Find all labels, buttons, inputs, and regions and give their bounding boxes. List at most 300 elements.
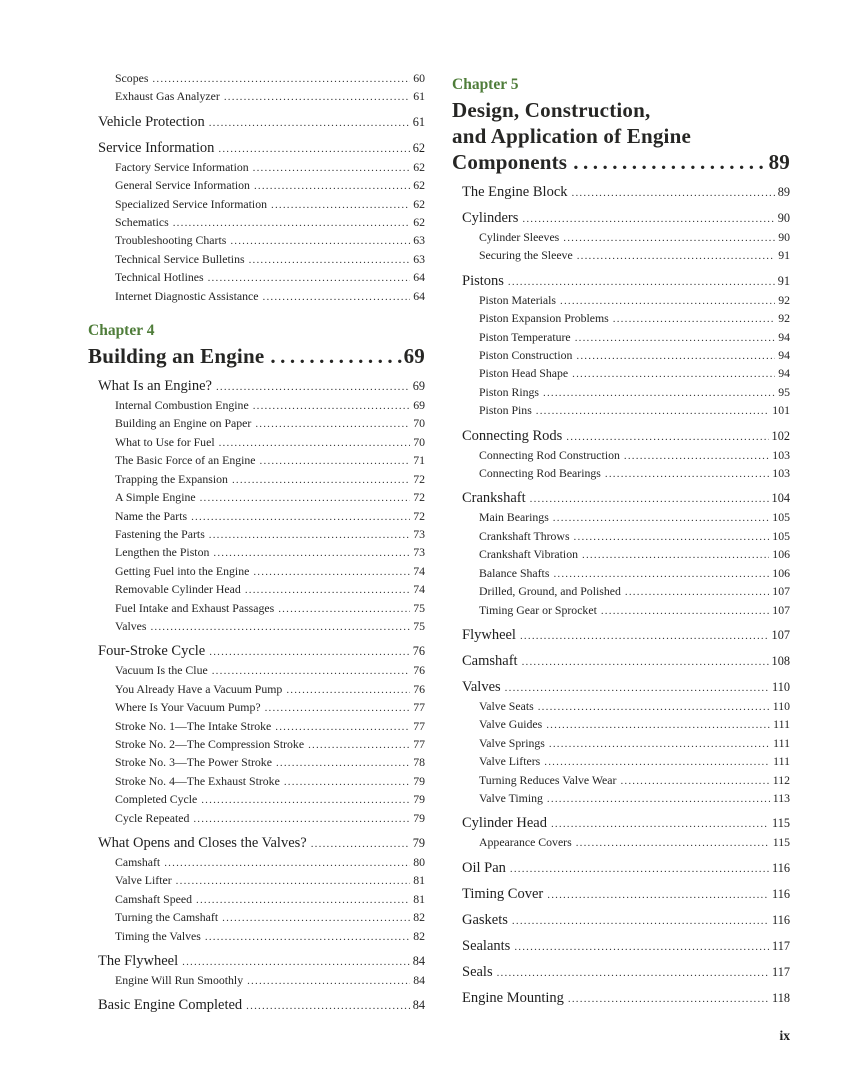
toc-entry-sub [88, 754, 425, 772]
toc-entry-page-number: 72 [413, 490, 425, 505]
toc-entry-page-number: 113 [772, 790, 790, 805]
dot-leader [271, 196, 410, 214]
toc-entry-title: Main Bearings [479, 510, 549, 525]
toc-entry-sub [88, 909, 425, 927]
toc-entry-sub [88, 508, 425, 526]
toc-entry-main [452, 651, 790, 672]
dot-leader [574, 528, 770, 546]
toc-entry-title: Connecting Rod Bearings [479, 466, 601, 481]
toc-entry-sub [452, 528, 790, 546]
toc-entry-main [452, 271, 790, 292]
toc-entry-page-number: 110 [772, 679, 790, 694]
dot-leader [249, 251, 411, 269]
toc-entry-title: Cylinders [462, 210, 519, 226]
toc-entry-page-number: 116 [772, 912, 790, 927]
dot-leader [218, 138, 409, 159]
toc-entry-page-number: 81 [413, 891, 425, 906]
toc-entry-title: Timing Cover [462, 885, 544, 902]
chapter-title [88, 343, 425, 369]
toc-entry-sub [452, 834, 790, 852]
toc-entry-main [452, 625, 790, 646]
toc-entry-title: Piston Temperature [479, 329, 571, 344]
dot-leader [560, 292, 775, 310]
toc-entry-title: Piston Expansion Problems [479, 311, 609, 326]
toc-entry-page-number: 92 [778, 292, 790, 307]
dot-leader [193, 810, 410, 828]
toc-entry-title: Piston Construction [479, 348, 573, 363]
toc-entry-sub [452, 509, 790, 527]
toc-entry-main [452, 962, 790, 983]
toc-entry-page-number: 103 [772, 447, 790, 462]
dot-leader [308, 736, 410, 754]
chapter-title [452, 97, 790, 175]
toc-entry-main [88, 376, 425, 397]
toc-entry-title: Technical Service Bulletins [115, 251, 245, 266]
toc-entry-main [452, 182, 790, 203]
dot-leader [575, 329, 776, 347]
dot-leader [255, 415, 410, 433]
toc-entry-title: The Flywheel [98, 953, 179, 970]
chapter-label: Chapter 5 [452, 76, 519, 93]
toc-entry-title: Lengthen the Piston [115, 545, 210, 560]
dot-leader [563, 229, 775, 247]
toc-entry-title: Schematics [115, 215, 169, 230]
toc-entry-page-number: 77 [413, 736, 425, 751]
dot-leader [568, 988, 769, 1009]
toc-entry-title: Four-Stroke Cycle [98, 643, 206, 660]
dot-leader [547, 884, 769, 905]
toc-entry-title: Valve Seats [479, 698, 534, 713]
dot-leader [284, 773, 410, 791]
toc-entry-sub [88, 526, 425, 544]
dot-leader [173, 214, 410, 232]
toc-entry-sub [88, 251, 425, 269]
dot-leader [216, 376, 410, 397]
toc-entry-title: Building an Engine on Paper [115, 416, 252, 431]
dot-leader [152, 70, 410, 88]
dot-leader [245, 581, 410, 599]
toc-entry-title: Valve Lifters [479, 754, 541, 769]
toc-entry-title: Getting Fuel into the Engine [115, 563, 250, 578]
toc-entry-sub [88, 544, 425, 562]
dot-leader [150, 618, 410, 636]
toc-entry-sub [88, 662, 425, 680]
toc-entry-sub [88, 177, 425, 195]
toc-entry-title: Connecting Rods [462, 427, 563, 444]
dot-leader [253, 563, 410, 581]
toc-entry-main [452, 813, 790, 834]
toc-entry-title: A Simple Engine [115, 490, 196, 505]
toc-entry-sub [88, 88, 425, 106]
toc-entry-title: Drilled, Ground, and Polished [479, 584, 621, 599]
toc-entry-sub [88, 791, 425, 809]
toc-entry-title: Basic Engine Completed [98, 997, 243, 1014]
dot-leader [260, 452, 411, 470]
toc-entry-title: Timing Gear or Sprocket [479, 602, 597, 617]
toc-entry-title: Camshaft [115, 855, 161, 869]
dot-leader [200, 489, 411, 507]
toc-entry-sub [88, 489, 425, 507]
toc-entry-title: Turning Reduces Valve Wear [479, 772, 617, 787]
toc-entry-page-number: 71 [413, 453, 425, 468]
toc-entry-title: What Opens and Closes the Valves? [98, 835, 307, 851]
toc-entry-page-number: 107 [772, 584, 790, 599]
dot-leader [219, 434, 411, 452]
toc-entry-sub [452, 790, 790, 808]
toc-entry-title: Troubleshooting Charts [115, 233, 227, 248]
toc-entry-page-number: 78 [413, 755, 425, 770]
dot-leader [270, 343, 401, 369]
toc-entry-title: Securing the Sleeve [479, 248, 573, 263]
chapter-title-text: Building an Engine [88, 344, 265, 369]
toc-entry-page-number: 111 [773, 754, 790, 769]
dot-leader [209, 641, 409, 662]
toc-entry-page-number: 94 [778, 329, 790, 344]
toc-entry-main [452, 488, 790, 509]
toc-entry-sub [452, 735, 790, 753]
toc-entry-sub [452, 384, 790, 402]
toc-entry-sub [88, 269, 425, 287]
toc-entry-title: Valve Guides [479, 717, 543, 732]
toc-entry-page-number: 112 [772, 772, 790, 787]
toc-entry-page-number: 108 [771, 653, 790, 668]
dot-leader [547, 790, 770, 808]
toc-entry-sub [88, 452, 425, 470]
toc-entry-sub [88, 928, 425, 946]
toc-entry-title: Internet Diagnostic Assistance [115, 288, 259, 303]
dot-leader [582, 546, 769, 564]
toc-entry-page-number: 70 [413, 416, 425, 431]
toc-entry-page-number: 61 [413, 89, 425, 104]
toc-entry-page-number: 77 [413, 700, 425, 715]
dot-leader [620, 772, 769, 790]
dot-leader [543, 384, 775, 402]
toc-entry-title: Seals [462, 963, 493, 980]
toc-entry-title: General Service Information [115, 178, 250, 193]
dot-leader [549, 735, 770, 753]
toc-entry-sub [88, 736, 425, 754]
chapter-title-line [88, 343, 425, 369]
toc-entry-page-number: 82 [413, 928, 425, 943]
toc-entry-title: Valve Lifter [115, 873, 172, 888]
toc-entry-title: Cylinder Head [462, 815, 547, 832]
toc-entry-title: Where Is Your Vacuum Pump? [115, 700, 261, 715]
toc-entry-title: Internal Combustion Engine [115, 398, 249, 413]
toc-entry-sub [88, 471, 425, 489]
toc-entry-sub [452, 772, 790, 790]
toc-entry-page-number: 64 [413, 270, 425, 285]
toc-entry-page-number: 72 [413, 471, 425, 486]
dot-leader [182, 951, 410, 972]
toc-entry-page-number: 103 [772, 466, 790, 481]
toc-entry-page-number: 79 [413, 792, 425, 807]
toc-entry-title: Removable Cylinder Head [115, 582, 241, 597]
toc-entry-title: Engine Mounting [462, 989, 564, 1006]
toc-entry-sub [88, 196, 425, 214]
chapter-title-line [452, 149, 790, 175]
toc-entry-title: Camshaft [462, 652, 518, 669]
toc-entry-page-number: 72 [413, 508, 425, 523]
toc-entry-sub [452, 565, 790, 583]
toc-entry-page-number: 110 [772, 698, 790, 713]
toc-entry-main [452, 988, 790, 1009]
toc-entry-title: Crankshaft [462, 490, 526, 507]
toc-entry-sub [88, 618, 425, 636]
toc-entry-main [452, 884, 790, 905]
toc-entry-main [452, 936, 790, 957]
chapter-title-line: and Application of Engine [452, 124, 691, 148]
toc-entry-sub [88, 288, 425, 306]
toc-entry-title: Service Information [98, 139, 215, 156]
toc-entry-sub [452, 465, 790, 483]
toc-entry-page-number: 89 [777, 185, 790, 199]
toc-entry-sub [88, 70, 425, 88]
chapter-heading [452, 74, 790, 175]
toc-entry-sub [452, 716, 790, 734]
toc-entry-title: Appearance Covers [479, 835, 572, 850]
dot-leader [536, 402, 770, 420]
toc-entry-title: Fuel Intake and Exhaust Passages [115, 600, 275, 615]
toc-entry-main [452, 910, 790, 931]
dot-leader [613, 310, 775, 328]
dot-leader [278, 600, 410, 618]
toc-entry-sub [88, 159, 425, 177]
dot-leader [577, 247, 776, 265]
toc-entry-title: Balance Shafts [479, 565, 550, 580]
toc-entry-page-number: 60 [413, 71, 425, 85]
toc-entry-title: Cycle Repeated [115, 810, 190, 825]
toc-entry-title: Stroke No. 2—The Compression Stroke [115, 736, 305, 751]
toc-entry-sub [88, 972, 425, 990]
toc-entry-page-number: 94 [778, 348, 790, 363]
folio-page-number: ix [779, 1028, 790, 1043]
toc-entry-title: Piston Head Shape [479, 366, 569, 381]
toc-entry-page-number: 105 [772, 510, 790, 525]
toc-entry-page-number: 82 [413, 910, 425, 925]
chapter-page-number: 69 [403, 344, 425, 369]
dot-leader [196, 891, 410, 909]
toc-entry-main [88, 833, 425, 854]
toc-entry-title: Sealants [462, 937, 511, 954]
toc-entry-title: Connecting Rod Construction [479, 447, 620, 462]
toc-entry-sub [88, 718, 425, 736]
toc-entry-title: Valves [462, 678, 501, 695]
toc-entry-title: Crankshaft Throws [479, 528, 570, 543]
toc-entry-page-number: 79 [413, 810, 425, 825]
toc-entry-sub [88, 600, 425, 618]
toc-entry-page-number: 73 [413, 545, 425, 560]
dot-leader [209, 112, 410, 133]
toc-entry-page-number: 73 [413, 526, 425, 541]
chapter-title-text: Components [452, 150, 568, 174]
toc-entry-title: Valve Timing [479, 790, 543, 805]
toc-entry-title: Factory Service Information [115, 159, 249, 174]
toc-entry-main [452, 208, 790, 229]
toc-entry-title: Trapping the Expansion [115, 471, 228, 486]
toc-entry-sub [88, 232, 425, 250]
toc-entry-title: Camshaft Speed [115, 891, 192, 906]
dot-leader [222, 909, 410, 927]
toc-entry-title: Completed Cycle [115, 792, 198, 807]
toc-entry-title: What to Use for Fuel [115, 434, 215, 449]
toc-entry-title: Fastening the Parts [115, 526, 205, 541]
dot-leader [275, 718, 410, 736]
dot-leader [208, 269, 411, 287]
toc-entry-page-number: 61 [412, 114, 425, 129]
toc-entry-title: Flywheel [462, 626, 516, 643]
toc-entry-sub [88, 854, 425, 872]
dot-leader [247, 972, 410, 990]
toc-entry-page-number: 84 [412, 998, 425, 1013]
toc-entry-sub [88, 415, 425, 433]
dot-leader [263, 288, 411, 306]
toc-entry-page-number: 75 [413, 618, 425, 633]
toc-entry-sub [88, 581, 425, 599]
toc-entry-page-number: 116 [772, 860, 790, 875]
toc-entry-page-number: 84 [413, 973, 425, 988]
toc-entry-sub [452, 402, 790, 420]
toc-entry-title: Engine Will Run Smoothly [115, 973, 244, 988]
toc-entry-sub [452, 602, 790, 620]
toc-entry-title: Name the Parts [115, 508, 188, 523]
toc-entry-page-number: 62 [413, 196, 425, 211]
toc-entry-sub [88, 773, 425, 791]
toc-entry-page-number: 62 [412, 140, 425, 155]
dot-leader [254, 177, 410, 195]
toc-entry-main [88, 951, 425, 972]
toc-entry-page-number: 91 [777, 273, 790, 288]
dot-leader [624, 447, 769, 465]
dot-leader [232, 471, 410, 489]
toc-entry-title: What Is an Engine? [98, 378, 212, 395]
dot-leader [510, 858, 769, 879]
toc-entry-sub [88, 214, 425, 232]
toc-entry-title: Cylinder Sleeves [479, 230, 560, 244]
toc-entry-page-number: 105 [772, 528, 790, 543]
dot-leader [253, 159, 411, 177]
toc-entry-page-number: 91 [778, 248, 790, 263]
toc-entry-title: Turning the Camshaft [115, 910, 219, 925]
toc-entry-title: Valves [115, 618, 147, 633]
dot-leader [514, 936, 769, 957]
toc-entry-title: Stroke No. 4—The Exhaust Stroke [115, 773, 280, 788]
dot-leader [551, 813, 769, 834]
toc-entry-sub [452, 447, 790, 465]
toc-entry-main [88, 641, 425, 662]
dot-leader [191, 508, 410, 526]
toc-entry-page-number: 76 [413, 663, 425, 678]
toc-entry-page-number: 62 [413, 178, 425, 193]
dot-leader [213, 544, 410, 562]
toc-entry-page-number: 118 [772, 990, 790, 1005]
dot-leader [573, 149, 766, 175]
toc-entry-title: Oil Pan [462, 859, 506, 876]
toc-entry-page-number: 62 [413, 215, 425, 230]
toc-entry-page-number: 92 [778, 311, 790, 326]
toc-entry-title: Exhaust Gas Analyzer [115, 89, 220, 104]
dot-leader [230, 232, 410, 250]
dot-leader [522, 208, 774, 229]
toc-entry-title: Technical Hotlines [115, 270, 204, 285]
toc-entry-sub [88, 699, 425, 717]
toc-entry-page-number: 75 [413, 600, 425, 615]
dot-leader [209, 526, 410, 544]
dot-leader [201, 791, 410, 809]
toc-entry-page-number: 79 [412, 836, 425, 850]
toc-entry-title: Specialized Service Information [115, 196, 267, 211]
toc-entry-sub [452, 229, 790, 247]
toc-entry-title: Vacuum Is the Clue [115, 663, 208, 678]
toc-entry-page-number: 79 [413, 773, 425, 788]
toc-column-left [88, 70, 425, 1016]
toc-entry-sub [88, 563, 425, 581]
toc-entry-main [88, 112, 425, 133]
toc-entry-title: You Already Have a Vacuum Pump [115, 681, 283, 696]
dot-leader [605, 465, 769, 483]
toc-entry-page-number: 115 [772, 816, 790, 831]
toc-entry-sub [452, 329, 790, 347]
toc-entry-main [452, 677, 790, 698]
toc-entry-page-number: 74 [413, 563, 425, 578]
toc-entry-sub [88, 872, 425, 890]
toc-entry-page-number: 80 [413, 855, 425, 869]
toc-entry-sub [452, 310, 790, 328]
toc-entry-title: Scopes [115, 71, 149, 85]
toc-entry-title: Valve Springs [479, 735, 545, 750]
dot-leader [572, 365, 775, 383]
toc-entry-sub [452, 292, 790, 310]
dot-leader [538, 698, 770, 716]
toc-entry-page-number: 107 [771, 627, 790, 642]
dot-leader [530, 488, 769, 509]
toc-entry-title: Timing the Valves [115, 928, 201, 943]
toc-entry-sub [452, 583, 790, 601]
chapter-heading [88, 320, 425, 369]
dot-leader [553, 509, 770, 527]
toc-entry-main [88, 138, 425, 159]
dot-leader [522, 651, 769, 672]
toc-entry-title: Piston Pins [479, 403, 532, 418]
toc-entry-title: Piston Materials [479, 292, 557, 307]
toc-entry-page-number: 116 [772, 886, 790, 901]
toc-entry-sub [88, 810, 425, 828]
toc-entry-main [452, 426, 790, 447]
dot-leader [512, 910, 769, 931]
dot-leader [544, 753, 770, 771]
toc-entry-title: Gaskets [462, 911, 508, 928]
dot-leader [276, 754, 410, 772]
toc-entry-page-number: 102 [771, 428, 790, 443]
toc-entry-title: Vehicle Protection [98, 113, 205, 130]
dot-leader [508, 271, 775, 292]
dot-leader [625, 583, 769, 601]
toc-entry-sub [88, 434, 425, 452]
dot-leader [497, 962, 769, 983]
toc-entry-title: Crankshaft Vibration [479, 547, 579, 562]
dot-leader [520, 625, 769, 646]
toc-entry-sub [452, 546, 790, 564]
toc-entry-sub [88, 681, 425, 699]
dot-leader [286, 681, 410, 699]
toc-entry-sub [452, 347, 790, 365]
toc-entry-page-number: 107 [772, 602, 790, 617]
toc-entry-page-number: 81 [413, 873, 425, 888]
toc-entry-page-number: 63 [413, 233, 425, 248]
toc-entry-page-number: 111 [773, 735, 790, 750]
toc-entry-main [452, 858, 790, 879]
dot-leader [265, 699, 411, 717]
toc-entry-page-number: 111 [773, 717, 790, 732]
